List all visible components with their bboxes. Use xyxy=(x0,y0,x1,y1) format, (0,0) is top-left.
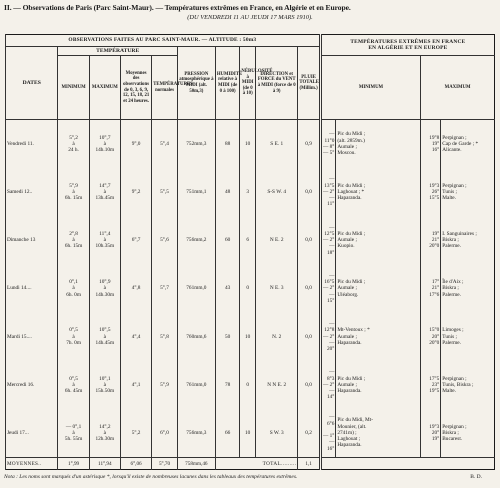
pressure-column-header: PRESSION atmosphérique à MIDI (alt. 50m,3) xyxy=(177,47,215,120)
day-wind: N E. 2 xyxy=(256,216,298,264)
day-normal: 6°,0 xyxy=(152,409,178,457)
day-wind: S W. 3 xyxy=(256,409,298,457)
extreme-minimum-places: Mt-Ventoux ; * Aumale ; Haparanda. xyxy=(336,313,421,361)
day-humidity: 66 xyxy=(215,409,240,457)
table-row xyxy=(6,409,495,457)
nebulosity-column-header: NÉBULOSITÉ à MIDI (de 0 à 10) xyxy=(240,47,256,120)
day-normal: 5°,8 xyxy=(152,313,178,361)
extreme-minimum-values: — 16°5 — 2° — 15° xyxy=(320,264,336,312)
day-maximum: 10°,5 à 14h.45m xyxy=(89,313,120,361)
day-mean: 4°,4 xyxy=(120,313,151,361)
day-nebulosity: 0 xyxy=(240,361,256,409)
dates-column-header: DATES xyxy=(6,47,58,120)
table-body xyxy=(6,120,495,458)
extreme-maximum-values: 19° 21° 20°0 xyxy=(421,216,441,264)
average-normal: 5°,70 xyxy=(152,458,178,470)
extreme-minimum-places: Pic du Midi ; Aumale ; Haparanda. xyxy=(336,361,421,409)
extreme-minimum-values: — 11°0 — 8° — 5° xyxy=(320,120,336,168)
averages-extremes-empty xyxy=(320,458,494,470)
day-maximum: 14°,7 à 13h.45m xyxy=(89,168,120,216)
extreme-minimum-places: Pic du Midi ; Aumale ; Kuopio. xyxy=(336,216,421,264)
day-rain: 0,0 xyxy=(298,216,320,264)
day-wind: N N E. 2 xyxy=(256,361,298,409)
temperature-group-header: TEMPÉRATURE xyxy=(58,47,177,56)
day-pressure: 756mm,3 xyxy=(177,409,215,457)
day-rain: 0,9 xyxy=(298,120,320,168)
day-rain: 0,0 xyxy=(298,361,320,409)
document-subtitle: (DU VENDREDI 11 AU JEUDI 17 MARS 1910). xyxy=(187,14,313,21)
averages-label: MOYENNES.. xyxy=(6,458,58,470)
minimum-column-header: MINIMUM xyxy=(58,56,89,120)
extreme-minimum-places: Pic du Midi, Mt- Mounier, (alt. 2741m) ; Laghouat ; Haparanda. xyxy=(336,409,421,457)
day-minimum: 5°,2 à 24 h. xyxy=(58,120,89,168)
extreme-maximum-values: 19°3 20° 19° xyxy=(421,409,441,457)
day-pressure: 756mm,2 xyxy=(177,216,215,264)
day-humidity: 60 xyxy=(215,216,240,264)
humidity-column-header: HUMIDITÉ relative à MIDI (de 0 à 100) xyxy=(215,47,240,120)
extreme-minimum-values: — 8°3 — 2° — 14° xyxy=(320,361,336,409)
day-normal: 5°,4 xyxy=(152,120,178,168)
day-humidity: 78 xyxy=(215,361,240,409)
extreme-minimum-column-header: MINIMUM xyxy=(320,56,420,120)
day-nebulosity: 3 xyxy=(240,168,256,216)
mean-column-header: Moyennes des observations de 0, 3, 6, 9, 12, 15, 18, 21 et 24 heures. xyxy=(120,56,151,120)
day-normal: 5°,6 xyxy=(152,216,178,264)
day-pressure: 752mm,3 xyxy=(177,120,215,168)
extreme-minimum-values: — 12°5 — 2° — 18° xyxy=(320,216,336,264)
day-wind: N. 2 xyxy=(256,313,298,361)
document-title: II. — Observations de Paris (Parc Saint-Maur). — Températures extrêmes en France, en Algérie et en Europe. xyxy=(4,3,351,12)
day-mean: 6°,7 xyxy=(120,216,151,264)
day-normal: 5°,5 xyxy=(152,168,178,216)
day-nebulosity: 10 xyxy=(240,120,256,168)
day-rain: 0,0 xyxy=(298,264,320,312)
day-normal: 5°,9 xyxy=(152,361,178,409)
day-wind: S-S W. 4 xyxy=(256,168,298,216)
extreme-maximum-places: Limoges ; Tunis ; Palerme. xyxy=(441,313,495,361)
day-maximum: 14°,2 à 12h.30m xyxy=(89,409,120,457)
day-minimum: 5°,9 à 6h. 15m xyxy=(58,168,89,216)
table-row xyxy=(6,361,495,409)
table-row xyxy=(6,264,495,312)
rain-column-header: PLUIE TOTALE (Millim.) xyxy=(298,47,320,120)
day-date: Vendredi 11. xyxy=(6,120,58,168)
day-mean: 9°,2 xyxy=(120,168,151,216)
extreme-maximum-places: Perpignan ; Cap de Garde ; * Alicante. xyxy=(441,120,495,168)
day-mean: 4°,8 xyxy=(120,264,151,312)
signature: B. D. xyxy=(470,474,482,480)
normal-column-header: TEMPÉRATURES normales xyxy=(152,56,178,120)
extreme-maximum-places: Perpignan ; Biskra ; Bucarest. xyxy=(441,409,495,457)
day-pressure: 760mm,6 xyxy=(177,313,215,361)
day-normal: 5°,7 xyxy=(152,264,178,312)
day-humidity: 88 xyxy=(215,120,240,168)
day-date: Dimanche 13 xyxy=(6,216,58,264)
group-extremes-header: TEMPÉRATURES EXTRÊMES EN FRANCE EN ALGÉRIE ET EN EUROPE xyxy=(320,35,494,56)
observations-table xyxy=(5,34,495,470)
day-humidity: 48 xyxy=(215,168,240,216)
day-maximum: 10°,1 à 15h.50m xyxy=(89,361,120,409)
extreme-maximum-values: 19°3 26° 15°5 xyxy=(421,168,441,216)
day-date: Mercredi 16. xyxy=(6,361,58,409)
total-label: TOTAL......... xyxy=(215,458,298,470)
extreme-minimum-places: Pic du Midi ; (alt. 2859m.) Aumale ; Moscou. xyxy=(336,120,421,168)
day-date: Samedi 12.. xyxy=(6,168,58,216)
day-date: Jeudi 17... xyxy=(6,409,58,457)
day-rain: 0,2 xyxy=(298,409,320,457)
extreme-minimum-values: — 13°5 — 2° — 11° xyxy=(320,168,336,216)
extreme-maximum-values: 17° 21° 17°6 xyxy=(421,264,441,312)
day-maximum: 11°,4 à 10h.35m xyxy=(89,216,120,264)
day-nebulosity: 6 xyxy=(240,216,256,264)
day-minimum: — 0°,1 à 5h. 55m xyxy=(58,409,89,457)
day-pressure: 761mm,0 xyxy=(177,361,215,409)
extreme-maximum-places: Île d'Aix ; Biskra ; Palerme. xyxy=(441,264,495,312)
extreme-maximum-values: 19°8 19° 16° xyxy=(421,120,441,168)
extreme-maximum-values: 17°5 23° 19°5 xyxy=(421,361,441,409)
day-maximum: 10°,9 à 14h.30m xyxy=(89,264,120,312)
day-minimum: 0°,5 à 6h. 45m xyxy=(58,361,89,409)
table-row xyxy=(6,168,495,216)
footnote: Nota : Les noms sont marqués d'un astérisque *, lorsqu'il existe de nombreuses lacunes dans les tableaux des températures extrêmes. xyxy=(4,474,298,480)
document-header xyxy=(4,3,496,31)
extreme-maximum-places: Perpignan ; Tunis, Biskra ; Malte. xyxy=(441,361,495,409)
extreme-maximum-places: I. Sanguinaires ; Biskra ; Palerme. xyxy=(441,216,495,264)
table-row xyxy=(6,216,495,264)
average-minimum: 1°,99 xyxy=(58,458,89,470)
wind-column-header: DIRECTION et FORCE du VENT à MIDI (force de 0 à 9) xyxy=(256,47,298,120)
day-date: Lundi 14.... xyxy=(6,264,58,312)
total-rain: 1,1 xyxy=(298,458,320,470)
table-row xyxy=(6,313,495,361)
day-pressure: 751mm,1 xyxy=(177,168,215,216)
extreme-minimum-values: — 6°6 — 1° — 16° xyxy=(320,409,336,457)
table-row xyxy=(6,120,495,168)
day-minimum: 2°,8 à 6h. 15m xyxy=(58,216,89,264)
day-mean: 4°,1 xyxy=(120,361,151,409)
extreme-maximum-places: Perpignan ; Tunis ; Malte. xyxy=(441,168,495,216)
extreme-minimum-values: — 12°8 — 2° — 20° xyxy=(320,313,336,361)
day-wind: N E. 3 xyxy=(256,264,298,312)
group-observations-header: OBSERVATIONS FAITES AU PARC SAINT-MAUR. — ALTITUDE : 50m3 xyxy=(6,35,321,47)
extreme-minimum-places: Pic du Midi ; Aumale ; Uléaborg. xyxy=(336,264,421,312)
day-date: Mardi 15.... xyxy=(6,313,58,361)
average-pressure: 758mm,46 xyxy=(177,458,215,470)
day-rain: 0,0 xyxy=(298,168,320,216)
maximum-column-header: MAXIMUM xyxy=(89,56,120,120)
day-wind: S E. 1 xyxy=(256,120,298,168)
day-rain: 0,0 xyxy=(298,313,320,361)
average-mean: 6°,06 xyxy=(120,458,151,470)
extreme-minimum-places: Pic du Midi ; Laghouat ; * Haparanda. xyxy=(336,168,421,216)
day-humidity: 50 xyxy=(215,313,240,361)
day-minimum: 0°,1 à 6h. 0m xyxy=(58,264,89,312)
averages-row xyxy=(6,458,495,470)
day-humidity: 43 xyxy=(215,264,240,312)
day-nebulosity: 0 xyxy=(240,264,256,312)
day-maximum: 10°,7 à 14h.10m xyxy=(89,120,120,168)
day-mean: 5°,2 xyxy=(120,409,151,457)
day-mean: 9°,0 xyxy=(120,120,151,168)
day-pressure: 761mm,0 xyxy=(177,264,215,312)
day-minimum: 0°,5 à 7h. 0m xyxy=(58,313,89,361)
day-nebulosity: 10 xyxy=(240,313,256,361)
day-nebulosity: 10 xyxy=(240,409,256,457)
extreme-maximum-values: 15°0 20° 20°0 xyxy=(421,313,441,361)
average-maximum: 11°,94 xyxy=(89,458,120,470)
extreme-maximum-column-header: MAXIMUM xyxy=(421,56,495,120)
